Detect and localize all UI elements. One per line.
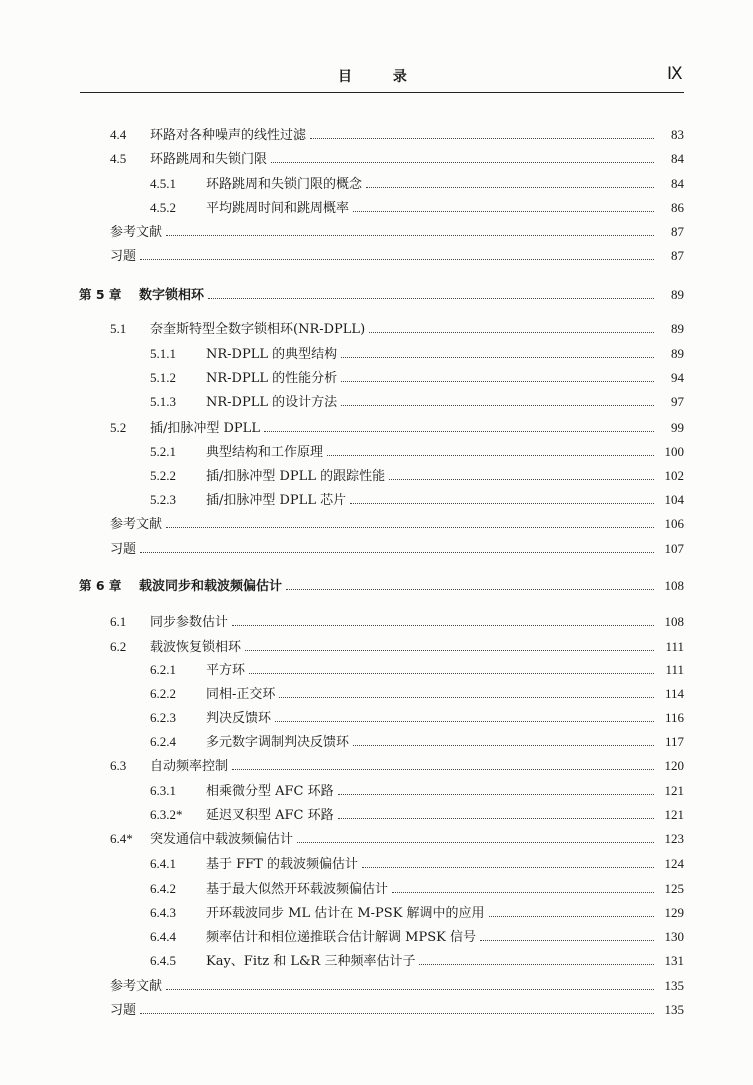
toc-entry-page: 106 [664, 516, 684, 531]
toc-entry-number: 6.3.1 [150, 783, 176, 798]
toc-entry-page: 84 [671, 176, 684, 191]
dot-leader [369, 322, 654, 333]
dot-leader [353, 735, 654, 746]
dot-leader [286, 579, 654, 590]
toc-entry[interactable] [110, 418, 684, 438]
toc-entry-page: 108 [664, 614, 684, 629]
dot-leader [140, 1003, 654, 1014]
toc-entry[interactable] [150, 368, 684, 388]
dot-leader [208, 288, 654, 299]
toc-entry-title: 插/扣脉冲型 DPLL [150, 421, 260, 436]
toc-entry-number: 6.2.3 [150, 710, 176, 725]
dot-leader [327, 445, 654, 456]
toc-entry-number: 5.1.1 [150, 346, 176, 361]
toc-entry-title: NR-DPLL 的典型结构 [206, 347, 338, 362]
dot-leader [353, 201, 654, 212]
toc-entry-title: 环路对各种噪声的线性过滤 [150, 128, 307, 143]
toc-entry[interactable] [150, 660, 684, 680]
toc-entry-title: 习题 [110, 249, 137, 264]
toc-chapter-entry[interactable] [79, 285, 684, 305]
toc-entry-page: 94 [671, 370, 684, 385]
toc-entry-title: Kay、Fitz 和 L&R 三种频率估计子 [206, 954, 416, 969]
dot-leader [341, 371, 654, 382]
toc-entry[interactable] [150, 198, 684, 218]
toc-entry-page: 100 [664, 444, 684, 459]
toc-entry-page: 111 [665, 639, 684, 654]
toc-entry-page: 135 [664, 1002, 684, 1017]
toc-entry-number: 6.4.2 [150, 881, 176, 896]
dot-leader [166, 517, 654, 528]
header-divider [80, 92, 684, 93]
toc-entry-title: NR-DPLL 的性能分析 [206, 371, 338, 386]
toc-entry-title: 环路跳周和失锁门限 [150, 152, 268, 167]
toc-entry-title: 相乘微分型 AFC 环路 [206, 784, 334, 799]
toc-entry[interactable] [110, 319, 684, 339]
toc-entry[interactable] [150, 174, 684, 194]
toc-entry-number: 5.1 [110, 321, 127, 336]
dot-leader [389, 469, 654, 480]
toc-entry[interactable] [150, 903, 684, 923]
toc-entry-title: 延迟叉积型 AFC 环路 [206, 808, 334, 823]
dot-leader [338, 808, 654, 819]
toc-entry-title: 载波恢复锁相环 [150, 640, 242, 655]
toc-entry-number: 6.4.4 [150, 929, 176, 944]
toc-entry-title: 判决反馈环 [206, 711, 272, 726]
toc-entry[interactable] [150, 951, 684, 971]
toc-entry-number: 5.1.2 [150, 370, 176, 385]
toc-entry-number: 6.3 [110, 758, 127, 773]
toc-entry-number: 6.4.3 [150, 905, 176, 920]
dot-leader [140, 542, 654, 553]
toc-entry[interactable] [110, 246, 684, 266]
toc-entry[interactable] [150, 781, 684, 801]
toc-entry-page: 102 [664, 468, 684, 483]
toc-entry-number: 5.2.3 [150, 492, 176, 507]
toc-entry[interactable] [150, 879, 684, 899]
dot-leader [310, 128, 654, 139]
dot-leader [489, 906, 654, 917]
toc-entry-title: 习题 [110, 542, 137, 557]
toc-entry-number: 6.4.1 [150, 856, 176, 871]
toc-entry[interactable] [110, 125, 684, 145]
toc-entry-page: 108 [664, 578, 684, 593]
toc-entry-page: 104 [664, 492, 684, 507]
dot-leader [249, 663, 654, 674]
toc-entry[interactable] [110, 976, 684, 996]
dot-leader [419, 954, 654, 965]
toc-entry-page: 125 [664, 881, 684, 896]
toc-entry-page: 123 [664, 831, 684, 846]
toc-entry-page: 114 [664, 686, 684, 701]
toc-entry-page: 87 [671, 248, 684, 263]
toc-entry-title: 开环载波同步 ML 估计在 M-PSK 解调中的应用 [206, 906, 485, 921]
toc-entry-page: 117 [664, 734, 684, 749]
toc-entry-number: 6.4.5 [150, 953, 176, 968]
toc-entry-page: 84 [671, 151, 684, 166]
toc-entry-number: 6.2.4 [150, 734, 176, 749]
toc-entry-number: 6.2.2 [150, 686, 176, 701]
toc-entry-title: 平均跳周时间和跳周概率 [206, 201, 350, 216]
toc-entry-page: 89 [671, 287, 684, 302]
toc-entry-page: 89 [671, 321, 684, 336]
toc-entry-title: 同相-正交环 [206, 687, 276, 702]
toc-entry[interactable] [150, 732, 684, 752]
toc-entry-title: 插/扣脉冲型 DPLL 的跟踪性能 [206, 469, 386, 484]
dot-leader [297, 832, 654, 843]
toc-entry[interactable] [150, 927, 684, 947]
toc-entry-title: 基于 FFT 的载波频偏估计 [206, 857, 358, 872]
toc-entry-number: 6.2.1 [150, 662, 176, 677]
toc-chapter-entry[interactable] [79, 576, 684, 596]
page-number: Ⅸ [667, 64, 684, 83]
toc-entry-number: 5.2.2 [150, 468, 176, 483]
toc-entry-number: 5.2.1 [150, 444, 176, 459]
toc-entry-title: 平方环 [206, 663, 246, 678]
toc-entry-page: 116 [664, 710, 684, 725]
dot-leader [480, 930, 654, 941]
dot-leader [392, 882, 654, 893]
toc-entry-title: 习题 [110, 1003, 137, 1018]
toc-entry-number: 6.2 [110, 639, 127, 654]
toc-entry-number: 5.1.3 [150, 394, 176, 409]
toc-entry[interactable] [150, 684, 684, 704]
toc-entry-page: 135 [664, 978, 684, 993]
dot-leader [341, 395, 654, 406]
dot-leader [338, 784, 654, 795]
dot-leader [140, 249, 654, 260]
toc-entry[interactable] [110, 756, 684, 776]
toc-entry-page: 120 [664, 758, 684, 773]
toc-entry-title: 参考文献 [110, 517, 163, 532]
toc-entry-page: 83 [671, 127, 684, 142]
toc-entry[interactable] [110, 1000, 684, 1020]
toc-entry[interactable] [150, 466, 684, 486]
toc-entry-page: 87 [671, 224, 684, 239]
toc-entry-title: 载波同步和载波频偏估计 [139, 579, 283, 594]
toc-entry-title: 插/扣脉冲型 DPLL 芯片 [206, 493, 347, 508]
dot-leader [279, 687, 654, 698]
toc-entry-title: 自动频率控制 [150, 759, 229, 774]
toc-entry-title: 参考文献 [110, 225, 163, 240]
toc-entry[interactable] [110, 514, 684, 534]
toc-entry-page: 97 [671, 394, 684, 409]
toc-entry-number: 6.1 [110, 614, 127, 629]
toc-entry[interactable] [150, 392, 684, 412]
toc-entry-page: 131 [664, 953, 684, 968]
running-header-title: 目 录 [338, 69, 425, 85]
toc-entry[interactable] [150, 490, 684, 510]
toc-entry-number: 第 5 章 [79, 287, 122, 302]
toc-entry-number: 4.5.2 [150, 200, 176, 215]
toc-entry-page: 111 [665, 662, 684, 677]
toc-entry-number: 6.3.2* [150, 807, 183, 822]
toc-entry[interactable] [150, 805, 684, 825]
toc-entry-number: 4.4 [110, 127, 127, 142]
toc-entry-title: 频率估计和相位递推联合估计解调 MPSK 信号 [206, 930, 476, 945]
toc-entry-page: 107 [664, 541, 684, 556]
toc-entry-title: 奈奎斯特型全数字锁相环(NR-DPLL) [150, 322, 366, 337]
dot-leader [341, 347, 654, 358]
toc-entry-title: 多元数字调制判决反馈环 [206, 735, 350, 750]
toc-entry-number: 6.4* [110, 831, 133, 846]
toc-entry-number: 4.5 [110, 151, 127, 166]
toc-entry-number: 5.2 [110, 420, 127, 435]
toc-entry[interactable] [110, 222, 684, 242]
toc-entry[interactable] [110, 612, 684, 632]
toc-entry-page: 121 [664, 807, 684, 822]
toc-entry-page: 129 [664, 905, 684, 920]
toc-entry[interactable] [150, 344, 684, 364]
dot-leader [362, 857, 654, 868]
toc-entry[interactable] [150, 442, 684, 462]
toc-entry[interactable] [110, 539, 684, 559]
dot-leader [166, 225, 654, 236]
toc-entry-number: 第 6 章 [79, 578, 122, 593]
toc-entry-title: 突发通信中载波频偏估计 [150, 832, 294, 847]
toc-entry[interactable] [110, 829, 684, 849]
toc-entry-title: 典型结构和工作原理 [206, 445, 324, 460]
dot-leader [232, 759, 654, 770]
toc-entry-number: 4.5.1 [150, 176, 176, 191]
toc-entry-page: 99 [671, 420, 684, 435]
dot-leader [245, 640, 654, 651]
toc-entry-page: 124 [664, 856, 684, 871]
toc-entry-page: 121 [664, 783, 684, 798]
dot-leader [366, 177, 654, 188]
toc-entry[interactable] [110, 637, 684, 657]
toc-entry-page: 86 [671, 200, 684, 215]
dot-leader [232, 615, 654, 626]
toc-entry-title: 基于最大似然开环载波频偏估计 [206, 882, 389, 897]
toc-entry-title: 环路跳周和失锁门限的概念 [206, 177, 363, 192]
toc-entry-title: NR-DPLL 的设计方法 [206, 395, 338, 410]
toc-entry-title: 数字锁相环 [139, 288, 205, 303]
dot-leader [264, 421, 654, 432]
toc-entry[interactable] [150, 854, 684, 874]
dot-leader [350, 493, 654, 504]
toc-entry-title: 同步参数估计 [150, 615, 229, 630]
toc-entry[interactable] [110, 149, 684, 169]
dot-leader [275, 711, 654, 722]
toc-entry-page: 130 [664, 929, 684, 944]
toc-entry-page: 89 [671, 346, 684, 361]
dot-leader [271, 152, 654, 163]
toc-entry[interactable] [150, 708, 684, 728]
dot-leader [166, 979, 654, 990]
toc-entry-title: 参考文献 [110, 979, 163, 994]
